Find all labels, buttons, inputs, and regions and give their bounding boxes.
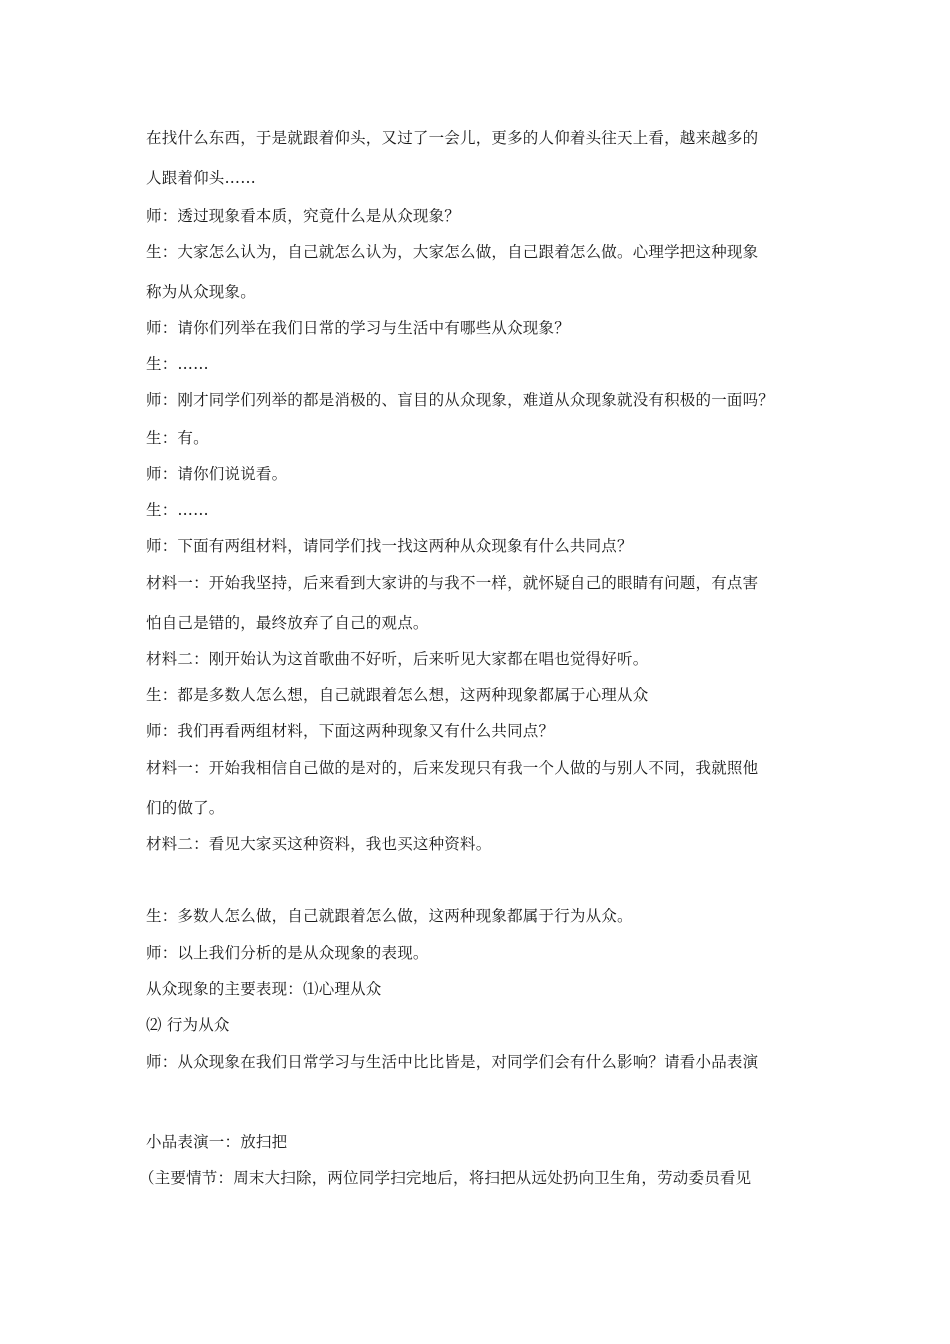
text-line: 小品表演一：放扫把 — [146, 1133, 288, 1151]
text-line: 师：请你们列举在我们日常的学习与生活中有哪些从众现象？ — [146, 319, 570, 337]
text-line: 师：请你们说说看。 — [146, 465, 288, 483]
text-line: 称为从众现象。 — [146, 283, 256, 301]
text-line: 师：从众现象在我们日常学习与生活中比比皆是，对同学们会有什么影响？请看小品表演 — [146, 1053, 759, 1071]
text-line: ⑵ 行为从众 — [146, 1016, 230, 1034]
text-line: 怕自己是错的，最终放弃了自己的观点。 — [146, 614, 429, 632]
text-line: 材料二：刚开始认为这首歌曲不好听，后来听见大家都在唱也觉得好听。 — [146, 650, 649, 668]
text-line: 材料一：开始我相信自己做的是对的，后来发现只有我一个人做的与别人不同，我就照他 — [146, 759, 759, 777]
text-line: 生：…… — [146, 501, 209, 519]
text-line: 师：以上我们分析的是从众现象的表现。 — [146, 944, 429, 962]
text-line: 师：我们再看两组材料，下面这两种现象又有什么共同点？ — [146, 722, 555, 740]
text-line: 材料一：开始我坚持，后来看到大家讲的与我不一样，就怀疑自己的眼睛有问题，有点害 — [146, 574, 759, 592]
text-line: 材料二：看见大家买这种资料，我也买这种资料。 — [146, 835, 492, 853]
text-line: 在找什么东西，于是就跟着仰头，又过了一会儿，更多的人仰着头往天上看，越来越多的 — [146, 129, 759, 147]
text-line: 生：有。 — [146, 429, 209, 447]
text-line: 师：下面有两组材料，请同学们找一找这两种从众现象有什么共同点？ — [146, 537, 633, 555]
text-line: 生：多数人怎么做，自己就跟着怎么做，这两种现象都属于行为从众。 — [146, 907, 633, 925]
text-line: 从众现象的主要表现：⑴心理从众 — [146, 980, 382, 998]
text-line: 生：…… — [146, 355, 209, 373]
text-line: 们的做了。 — [146, 799, 225, 817]
text-line: 生：都是多数人怎么想，自己就跟着怎么想，这两种现象都属于心理从众 — [146, 686, 649, 704]
text-line: 生：大家怎么认为，自己就怎么认为，大家怎么做，自己跟着怎么做。心理学把这种现象 — [146, 243, 759, 261]
text-line: 师：刚才同学们列举的都是消极的、盲目的从众现象，难道从众现象就没有积极的一面吗？ — [146, 391, 775, 409]
text-line: 师：透过现象看本质，究竟什么是从众现象？ — [146, 207, 461, 225]
text-line: 人跟着仰头…… — [146, 169, 256, 187]
text-line: （主要情节：周末大扫除，两位同学扫完地后，将扫把从远处扔向卫生角，劳动委员看见 — [139, 1169, 752, 1187]
